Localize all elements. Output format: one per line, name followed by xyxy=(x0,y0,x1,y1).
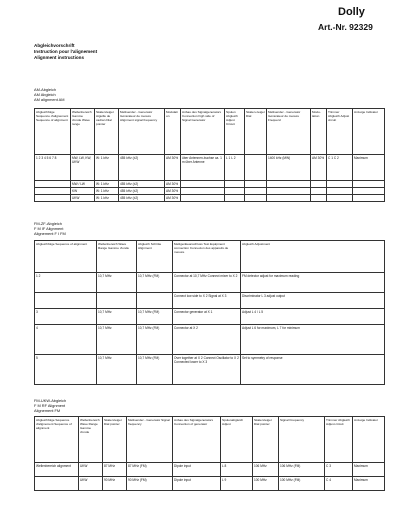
table-cell: L 8 xyxy=(221,463,253,477)
table-row xyxy=(35,188,385,195)
table-cell: L 1 L 2 xyxy=(225,155,245,181)
table-cell: AM 30% xyxy=(165,155,181,181)
table-row xyxy=(35,273,385,293)
table-cell: Over together at X 2 Connect Oscillator to X 2 Connected lower to X 3 xyxy=(173,355,241,385)
table-cell: AM 30% xyxy=(165,181,181,188)
table-cell: Adjust L 4 / L 5 xyxy=(241,309,385,325)
table-cell xyxy=(181,181,225,188)
table-cell xyxy=(311,195,327,202)
table-cell xyxy=(311,188,327,195)
table-cell: 106 MHz (FM) xyxy=(279,463,325,477)
table-cell: 455 kHz (±2) xyxy=(119,188,165,195)
table-cell: 1 2 xyxy=(35,273,97,293)
column-header: Modulation xyxy=(165,109,181,155)
section-fm-if-heading-2: F M IF Alignment xyxy=(34,226,64,231)
table-row xyxy=(35,355,385,385)
table-cell: über Antennen-buchse ca. 1 m über Antenne xyxy=(181,155,225,181)
table-row xyxy=(35,155,385,181)
column-header: Spulen Abgleich Adjust Circuit xyxy=(225,109,245,155)
fm-if-alignment-table xyxy=(34,240,385,385)
section-fm-rf-heading-3: Alignement FM xyxy=(34,408,61,413)
table-cell xyxy=(35,181,71,188)
table-cell: 10,7 MHz (FM) xyxy=(137,309,173,325)
table-cell: W: 1 kHz xyxy=(95,181,119,188)
column-header: Meßsender - Generator Signal frequency xyxy=(127,417,173,463)
table-cell xyxy=(327,195,353,202)
table-cell xyxy=(267,188,311,195)
column-header: Meßsender - Generator Générateur de mesure Alignment signal frequency xyxy=(119,109,165,155)
table-cell: 10,7 MHz xyxy=(97,273,137,293)
table-row xyxy=(35,325,385,355)
table-cell: MW / LW xyxy=(71,181,95,188)
table-cell xyxy=(267,181,311,188)
table-cell: KW xyxy=(71,188,95,195)
table-cell: 106 MHz xyxy=(253,463,279,477)
column-header: Anzeige Indicator xyxy=(353,109,385,155)
table-cell: 100 MHz (FM) xyxy=(279,477,325,491)
column-header: Abgleichfolge Sequence of alignment xyxy=(35,241,97,273)
table-cell: L 9 xyxy=(221,477,253,491)
section-am-heading-3: AM alignment AM xyxy=(34,97,65,102)
column-header: Spulenabgleich Adjust xyxy=(221,417,253,463)
section-am-heading-2: AM Abgleich xyxy=(34,92,56,97)
table-cell: 10,7 MHz (FM) xyxy=(137,273,173,293)
table-header-row xyxy=(35,241,385,273)
table-cell: C 4 xyxy=(325,477,353,491)
column-header: Meßgeräteanschluss Test Equipment connection Connexion des appareils de mesure xyxy=(173,241,241,273)
column-header: Abgleichfolge Séquence d'alignement Sequence of alignment xyxy=(35,109,71,155)
table-cell xyxy=(327,188,353,195)
section-am-heading-1: AM-Abgleich xyxy=(34,87,57,92)
table-cell: Discriminator L 3 adjust output xyxy=(241,293,385,309)
column-header: Signal Frequency xyxy=(279,417,325,463)
table-cell: Wellenbereich alignment xyxy=(35,463,79,477)
fm-rf-alignment-table xyxy=(34,416,385,491)
table-cell: 4 xyxy=(35,325,97,355)
table-cell xyxy=(353,181,385,188)
table-cell: 87 MHz (FM) xyxy=(127,463,173,477)
table-cell: W: 1 kHz xyxy=(95,155,119,181)
table-cell: 1400 kHz (MW) xyxy=(267,155,311,181)
table-cell xyxy=(245,181,267,188)
table-cell: 10,7 MHz (FM) xyxy=(137,355,173,385)
column-header: Skalenzeiger Aiguille de cadran Dial pointer xyxy=(95,109,119,155)
doc-title-en: Alignment instructions xyxy=(34,55,85,60)
table-cell: UKW xyxy=(79,463,103,477)
table-cell xyxy=(245,188,267,195)
table-cell: Connector at 10,7 MHz Connect mixer to X 2 xyxy=(173,273,241,293)
table-cell: Maximum xyxy=(353,463,385,477)
table-cell: Connector at X 2 xyxy=(173,325,241,355)
table-cell: Maximum xyxy=(353,477,385,491)
table-cell: 10,7 MHz xyxy=(97,355,137,385)
column-header: Anbau des Signalgenerators Connection high side of Signal Generator xyxy=(181,109,225,155)
table-header-row xyxy=(35,109,385,155)
column-header: Wellenbereich Gamme d'onde Wave range xyxy=(71,109,95,155)
column-header: Meßsender - Generator Générateur de mesure Frequenz xyxy=(267,109,311,155)
table-cell: FM detector adjust for maximum reading xyxy=(241,273,385,293)
table-cell: 90 MHz xyxy=(103,477,127,491)
table-cell: MW, LW, KW, UKW xyxy=(71,155,95,181)
section-fm-rf-heading-2: F M RF Alignment xyxy=(34,403,66,408)
table-cell xyxy=(225,188,245,195)
table-cell: Maximum xyxy=(353,155,385,181)
column-header: Abgleichfolge Séquence d'alignement Sequence of alignment xyxy=(35,417,79,463)
table-cell xyxy=(181,188,225,195)
table-cell: C 3 xyxy=(325,463,353,477)
table-cell: 10,7 MHz xyxy=(97,325,137,355)
table-cell: 10,7 MHz (FM) xyxy=(137,325,173,355)
table-cell xyxy=(245,195,267,202)
article-number: Art.-Nr. 92329 xyxy=(318,22,373,32)
table-cell: Connect low side to X 2 Signal at X 3 xyxy=(173,293,241,309)
column-header: Anzeige Indicator xyxy=(353,417,385,463)
column-header: Wellenbereich Wave Range Gamme d'onde xyxy=(97,241,137,273)
table-cell: Dipole input xyxy=(173,463,221,477)
table-row xyxy=(35,477,385,491)
doc-title-fr: Instruction pour l'alignement xyxy=(34,49,98,54)
column-header: Abgleich Schritte Alignment xyxy=(137,241,173,273)
section-fm-if-heading-1: FM-ZF-Abgleich xyxy=(34,221,62,226)
table-cell: UKW xyxy=(79,477,103,491)
column-header: Modu-lation xyxy=(311,109,327,155)
table-cell xyxy=(137,293,173,309)
table-cell: 3 xyxy=(35,309,97,325)
doc-title-de: Abgleichvorschrift xyxy=(34,43,75,48)
table-cell: 90 MHz (FM) xyxy=(127,477,173,491)
table-cell: Set to symmetry of response xyxy=(241,355,385,385)
column-header: Abgleich Adjustment xyxy=(241,241,385,273)
table-cell: C 1 C 2 xyxy=(327,155,353,181)
table-cell: 1 2 3 4 5 6 7 8 xyxy=(35,155,71,181)
table-cell: Dipole input xyxy=(173,477,221,491)
table-cell: 455 kHz (±2) xyxy=(119,195,165,202)
column-header: Skalenzeiger Dial pointer xyxy=(103,417,127,463)
table-cell: 455 kHz (±2) xyxy=(119,181,165,188)
table-cell: 100 MHz xyxy=(253,477,279,491)
table-row xyxy=(35,181,385,188)
table-cell xyxy=(225,181,245,188)
section-fm-if-heading-3: Alignement F I FM xyxy=(34,231,66,236)
table-row xyxy=(35,463,385,477)
table-cell xyxy=(35,293,97,309)
table-header-row xyxy=(35,417,385,463)
table-cell xyxy=(245,155,267,181)
table-cell xyxy=(97,293,137,309)
table-cell xyxy=(311,181,327,188)
table-cell: 87 MHz xyxy=(103,463,127,477)
table-row xyxy=(35,309,385,325)
table-cell: W: 1 kHz xyxy=(95,188,119,195)
table-cell xyxy=(35,195,71,202)
table-cell xyxy=(181,195,225,202)
am-alignment-table xyxy=(34,108,385,202)
table-cell: 455 kHz (±2) xyxy=(119,155,165,181)
table-cell: AM 30% xyxy=(165,195,181,202)
column-header: Wellenbereich Wave Range Gamme d'onde xyxy=(79,417,103,463)
column-header: Skalen-zeiger Dial xyxy=(245,109,267,155)
table-cell: AM 30% xyxy=(165,188,181,195)
table-cell: AM 30% xyxy=(311,155,327,181)
table-row xyxy=(35,195,385,202)
brand-title: Dolly xyxy=(338,6,365,18)
table-cell: Connector generator at X 1 xyxy=(173,309,241,325)
table-cell xyxy=(327,181,353,188)
column-header: Trimmer Abgleich Adjust circuit xyxy=(327,109,353,155)
table-cell: UKW xyxy=(71,195,95,202)
table-cell xyxy=(353,188,385,195)
table-cell xyxy=(353,195,385,202)
table-cell: 10,7 MHz xyxy=(97,309,137,325)
column-header: Trimmer Abgleich Adjust circuit xyxy=(325,417,353,463)
table-cell xyxy=(35,477,79,491)
column-header: Anbau des Signalgenerators Connection of generator xyxy=(173,417,221,463)
table-cell xyxy=(225,195,245,202)
table-cell xyxy=(267,195,311,202)
table-cell: W: 1 kHz xyxy=(95,195,119,202)
section-fm-rf-heading-1: FM-UKW-Abgleich xyxy=(34,398,67,403)
table-row xyxy=(35,293,385,309)
table-cell: 5 xyxy=(35,355,97,385)
column-header: Skalenzeiger Dial pointer xyxy=(253,417,279,463)
table-cell: Adjust L 6 for maximum, L 7 for minimum xyxy=(241,325,385,355)
table-cell xyxy=(35,188,71,195)
